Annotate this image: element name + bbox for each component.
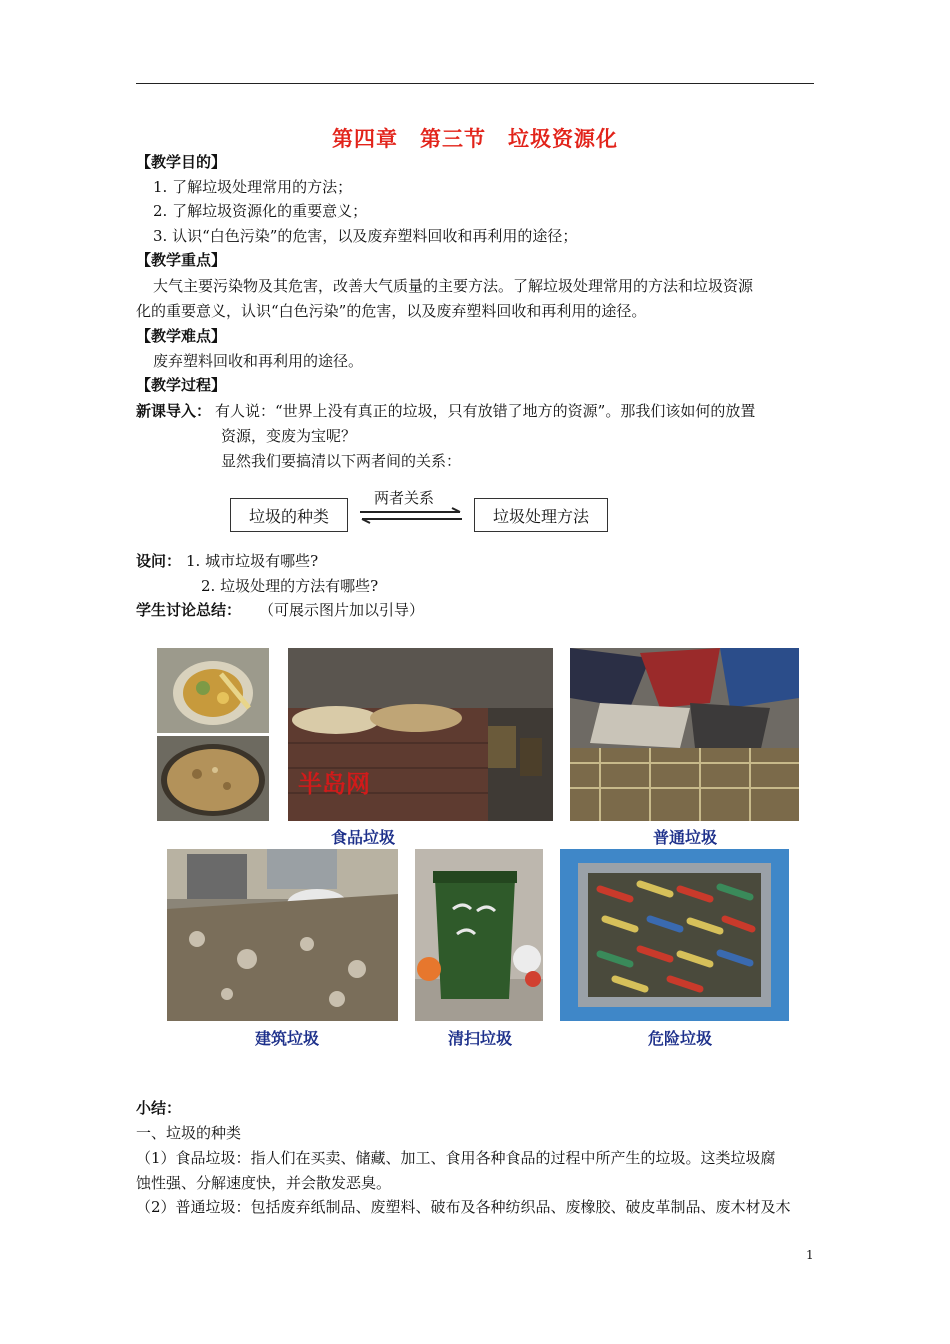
objective-item: 3. 认识“白色污染”的危害，以及废弃塑料回收和再利用的途径； bbox=[153, 227, 578, 245]
summary-item: （1）食品垃圾：指人们在买卖、储藏、加工、食用各种食品的过程中所产生的垃圾。这类垃圾腐 bbox=[136, 1149, 776, 1167]
difficulty-text: 废弃塑料回收和再利用的途径。 bbox=[153, 352, 364, 370]
page-number: 1 bbox=[806, 1248, 814, 1262]
sweeping-waste-photo bbox=[415, 849, 543, 1021]
garbage-types-box: 垃圾的种类 bbox=[230, 498, 348, 532]
intro-label: 新课导入： bbox=[136, 402, 212, 420]
hazardous-waste-caption: 危险垃圾 bbox=[647, 1029, 712, 1048]
question-item: 2. 垃圾处理的方法有哪些? bbox=[201, 577, 379, 595]
food-photo-top bbox=[157, 648, 269, 733]
objective-item: 1. 了解垃圾处理常用的方法； bbox=[153, 178, 353, 196]
intro-text: 显然我们要搞清以下两者间的关系： bbox=[221, 452, 462, 470]
relation-label: 两者关系 bbox=[374, 489, 435, 507]
hazardous-waste-photo bbox=[560, 849, 789, 1021]
sweeping-waste-caption: 清扫垃圾 bbox=[447, 1029, 512, 1048]
construction-waste-photo bbox=[167, 849, 398, 1021]
summary-section-title: 一、垃圾的种类 bbox=[136, 1124, 242, 1142]
food-photo-bottom bbox=[157, 736, 269, 821]
bidirectional-arrow-icon bbox=[358, 507, 464, 525]
food-waste-caption: 食品垃圾 bbox=[330, 828, 395, 847]
summary-item: 蚀性强、分解速度快，并会散发恶臭。 bbox=[136, 1174, 392, 1192]
disposal-methods-box: 垃圾处理方法 bbox=[474, 498, 608, 532]
key-points-line: 化的重要意义，认识“白色污染”的危害，以及废弃塑料回收和再利用的途径。 bbox=[136, 302, 647, 320]
process-heading: 【教学过程】 bbox=[136, 376, 227, 394]
intro-text: 资源，变废为宝呢？ bbox=[221, 427, 357, 445]
intro-text: 有人说：“世界上没有真正的垃圾，只有放错了地方的资源”。那我们该如何的放置 bbox=[215, 402, 756, 420]
photo-watermark: 半岛网 bbox=[298, 770, 370, 798]
general-waste-photo bbox=[570, 648, 799, 821]
discussion-note: （可展示图片加以引导） bbox=[259, 601, 425, 619]
general-waste-caption: 普通垃圾 bbox=[652, 828, 717, 847]
key-points-line: 大气主要污染物及其危害，改善大气质量的主要方法。了解垃圾处理常用的方法和垃圾资源 bbox=[153, 277, 754, 295]
questions-label: 设问： bbox=[136, 552, 182, 570]
difficulty-heading: 【教学难点】 bbox=[136, 327, 227, 345]
question-item: 1. 城市垃圾有哪些? bbox=[186, 552, 319, 570]
food-waste-photo bbox=[288, 648, 553, 821]
key-points-heading: 【教学重点】 bbox=[136, 251, 227, 269]
construction-waste-caption: 建筑垃圾 bbox=[254, 1029, 319, 1048]
page-title: 第四章 第三节 垃圾资源化 bbox=[332, 127, 618, 151]
objectives-heading: 【教学目的】 bbox=[136, 153, 227, 171]
header-rule bbox=[136, 83, 814, 84]
summary-item: （2）普通垃圾：包括废弃纸制品、废塑料、破布及各种纺织品、废橡胶、破皮革制品、废木材及木 bbox=[136, 1198, 791, 1216]
objective-item: 2. 了解垃圾资源化的重要意义； bbox=[153, 202, 368, 220]
discussion-label: 学生讨论总结： bbox=[136, 601, 242, 619]
summary-label: 小结： bbox=[136, 1099, 182, 1117]
